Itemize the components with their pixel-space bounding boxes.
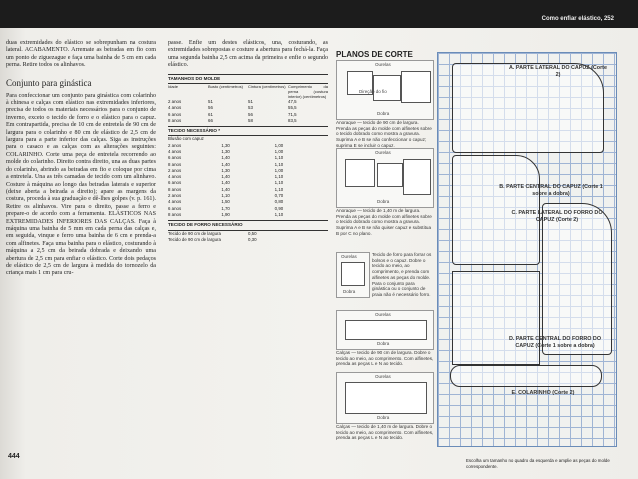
pattern-piece-C — [341, 262, 365, 286]
piece-label-D: D. PARTE CENTRAL DO FORRO DO CAPUZ (Corte 1 sobre a dobra) — [508, 336, 602, 349]
table-cell: 4 anos — [168, 149, 182, 154]
table-cell: 1,00 — [274, 142, 284, 148]
table-cell: 0,30 — [248, 236, 257, 242]
table-cell: 6 anos — [168, 155, 182, 161]
table-cell: 51 — [248, 98, 253, 104]
table-cell: 1,90 — [221, 211, 230, 217]
table-cell: 4 anos — [168, 174, 182, 180]
pattern-piece-M — [403, 159, 431, 195]
pattern-piece-F — [345, 159, 375, 187]
selvage-label: Ourelas — [375, 312, 391, 317]
table-cell: 1,10 — [221, 193, 230, 199]
grain-label: Direção do fio — [359, 89, 387, 94]
section-heading: Conjunto para ginástica — [6, 77, 92, 88]
paragraph: passe. Enfie um destes elásticos, una, costurando, as extremidades sobrepostas e costure a abertura para fechá-la. Faça uma segunda bainha 2,5 cm acima da primeira e enfie o segundo elástico. — [168, 40, 328, 69]
table-cell: 1,40 — [221, 186, 230, 192]
pattern-piece-N — [345, 382, 427, 414]
table-cell: 58 — [248, 117, 253, 123]
table-cell: 47,5 — [288, 98, 297, 104]
table-cell: 1,40 — [221, 155, 230, 161]
table-cell: 55,5 — [288, 105, 297, 111]
table-cell: 1,10 — [274, 155, 284, 161]
table-cell: Tecido de 90 cm de largura — [168, 230, 221, 236]
cutting-layouts-title: PLANOS DE CORTE — [336, 50, 413, 59]
table-cell: 1,40 — [221, 174, 230, 180]
table-header: Cintura (centímetros) — [248, 83, 286, 89]
selvage-label: Ourelas — [375, 62, 391, 67]
caption-2: Anoraque — tecido de 1,40 m de largura. Prenda as peças do molde com alfinetes sobre o tecido dobrado como mostra a gravura. Suprima A e B se não quiser capuz e substitua B por C no plano. — [336, 208, 432, 236]
table-cell: 6 anos — [168, 205, 182, 211]
table-header: Idade — [168, 83, 179, 89]
piece-label-A: A. PARTE LATERAL DO CAPUZ (Corte 2) — [509, 65, 607, 78]
table-cell: 6 anos — [168, 180, 182, 186]
pattern-piece-M — [401, 71, 431, 103]
fold-label: Dobra — [377, 341, 390, 346]
pattern-size-table — [168, 74, 328, 244]
table-cell: 1,30 — [221, 149, 230, 154]
cutting-layout-4 — [336, 310, 434, 350]
table-cell: 1,30 — [221, 167, 230, 173]
pattern-piece-G — [377, 163, 403, 187]
table-cell: 1,00 — [274, 149, 284, 154]
table-cell: Tecido de 90 cm de largura — [168, 236, 221, 242]
table-cell: 8 anos — [168, 211, 182, 217]
table-cell: 0,70 — [274, 193, 284, 199]
table-cell: 66 — [208, 117, 213, 123]
table-cell: 1,10 — [274, 211, 284, 217]
paragraph: duas extremidades do elástico se sobrepunham na costura lateral. ACABAMENTO. Arremate as beiradas em fio com um ponto de ziguezague e faça uma bainha de 5 cm em cada perna. Retire todos os alinhavos. — [6, 40, 156, 69]
table-cell: 1,10 — [274, 161, 284, 167]
table-row — [168, 118, 328, 124]
table-cell: 53 — [248, 105, 253, 111]
text-column-2 — [168, 40, 328, 243]
table-cell: 61 — [208, 111, 213, 117]
pattern-piece-E — [450, 365, 602, 387]
table-title: TECIDO NECESSÁRIO * — [168, 126, 328, 136]
paragraph: Para confeccionar um conjunto para ginástica com colarinho à chinesa e calças com elástico nas extremidades inferiores, precisa de todos os materiais necessários para o conjunto de inverno, exceto o tecido de forro e o elástico para o capuz. Em contrapartida, precisa de 10 cm de entretela de 90 cm de largura para o colarinho e 80 cm de elástico de 2,5 cm de largura para a parte inferior das calças. Siga as instruções para o casaco e as calças com as alterações seguintes: COLARINHO. Corte uma peça de entretela recorrendo ao molde do colarinho. Direito contra direito, una as duas partes do colarinho, abrindo as beiradas em fio e coloque por cima a entretela. Una as três camadas de tecido com um alinhavo. Costure à máquina ao longo das beiradas laterais e superior (deixe aberta a beirada a direito); apare as margens da costura, proceda à sua graduação e dê-lhes golpes (v. p. 161). Retire os alinhavos. Vire para o direito, passe a ferro e prepare-o de acordo com a ferramenta. ELÁSTICOS NAS EXTREMIDADES INFERIORES DAS CALÇAS. Faça à máquina uma bainha de 5 mm em cada perna das calças e, em seguida, vinque e ferro uma bainha de 6 cm e prenda-a com alfinetes. Faça uma bainha para o elástico, costurando à máquina a 2,5 cm da beirada dobrada e deixando uma abertura de 2,5 cm para enfiar o elástico. Corte dois pedaços de elástico de 2,5 cm de largura à medida do tornozelo da criança mais 1 cm para cru- — [6, 92, 156, 277]
table-header-row — [168, 84, 328, 99]
table-title: TECIDO DE FORRO NECESSÁRIO — [168, 220, 328, 230]
table-row — [168, 212, 328, 218]
table-cell: 1,00 — [274, 167, 284, 173]
pattern-piece-D — [452, 271, 540, 365]
table-cell: 0,80 — [274, 199, 284, 205]
text-column-1 — [6, 40, 156, 278]
table-cell: 6 anos — [168, 111, 182, 117]
table-cell: 0,50 — [248, 230, 257, 236]
piece-label-C: C. PARTE LATERAL DO FORRO DO CAPUZ (Corte 2) — [511, 210, 603, 223]
pattern-piece-G — [373, 75, 401, 101]
selvage-label: Ourelas — [375, 150, 391, 155]
table-cell: 2 anos — [168, 167, 182, 173]
table-header: Busto (centímetros) — [208, 83, 243, 89]
table-title: TAMANHOS DO MOLDE — [168, 75, 328, 84]
selvage-label: Ourelas — [375, 374, 391, 379]
table-cell: 56 — [248, 111, 253, 117]
table-cell: 2 anos — [168, 142, 182, 148]
caption-4: Calças — tecido de 90 cm de largura. Dobre o tecido ao meio, ao comprimento. Com alfinetes, prenda as peças L e N ao tecido. — [336, 350, 434, 367]
selvage-label: Ourelas — [341, 254, 357, 259]
table-cell: 1,10 — [274, 186, 284, 192]
table-cell: 0,90 — [274, 205, 284, 211]
piece-label-B: B. PARTE CENTRAL DO CAPUZ (Corte 1 sobre a dobra) — [499, 184, 603, 197]
fold-label: Dobra — [377, 199, 390, 204]
table-cell: 1,30 — [221, 142, 230, 148]
cutting-layout-5 — [336, 372, 434, 424]
running-head: Como enfiar elástico, 252 — [541, 16, 614, 22]
table-cell: 1,50 — [221, 199, 230, 205]
table-cell: 1,40 — [221, 180, 230, 186]
caption-5: Calças — tecido de 1,40 m de largura. Dobre o tecido ao meio, ao comprimento. Com alfinetes, prenda as peças L e N ao tecido. — [336, 424, 434, 441]
table-cell: 1,40 — [221, 161, 230, 167]
table-cell: 8 anos — [168, 117, 182, 123]
header-bar — [0, 0, 638, 28]
page-number: 444 — [8, 453, 20, 460]
table-cell: 83,5 — [288, 117, 297, 123]
fold-label: Dobra — [377, 415, 390, 420]
table-cell: 71,5 — [288, 111, 297, 117]
cutting-layout-1 — [336, 60, 434, 120]
caption-1: Anoraque — tecido de 90 cm de largura. Prenda as peças do molde com alfinetes sobre o tecido dobrado como mostra a gravura. Suprima A e B se não confeccionar o capuz; suprima E se incluir o capuz. — [336, 120, 432, 148]
table-header: Comprimento da perna (costura interior) (centímetros) — [288, 83, 328, 99]
table-cell: 51 — [208, 98, 213, 104]
cutting-layout-2 — [336, 148, 434, 208]
table-subtitle: Blusão com capuz — [168, 136, 204, 142]
piece-label-E: E. COLARINHO (Corte 2) — [511, 390, 575, 396]
table-cell: 56 — [208, 105, 213, 111]
cutting-layout-3 — [336, 252, 370, 298]
table-cell: 1,10 — [274, 174, 284, 180]
grid-instructions: Escolha um tamanho no quadro da esquerda e amplie as peças do molde correspondente. — [466, 458, 610, 469]
fold-label: Dobra — [343, 289, 356, 294]
table-row — [168, 237, 328, 243]
table-cell: 4 anos — [168, 199, 182, 205]
table-cell: 8 anos — [168, 161, 182, 167]
pattern-grid — [437, 52, 617, 447]
pattern-piece-L — [345, 320, 427, 340]
table-cell: 8 anos — [168, 186, 182, 192]
table-cell: 1,70 — [221, 205, 230, 211]
caption-3: Tecido de forro para forrar os bolsos e o capuz. Dobre o tecido ao meio, ao comprimento, e prenda com alfinetes as peças do molde. Para o conjunto para ginástica ou o conjunto de praia não é necessário forro. — [372, 252, 432, 297]
fold-label: Dobra — [377, 111, 390, 116]
table-cell: 1,10 — [274, 180, 284, 186]
table-cell: 2 anos — [168, 193, 182, 199]
table-cell: 2 anos — [168, 98, 182, 104]
table-cell: 4 anos — [168, 105, 182, 111]
pattern-piece-C — [542, 203, 612, 355]
